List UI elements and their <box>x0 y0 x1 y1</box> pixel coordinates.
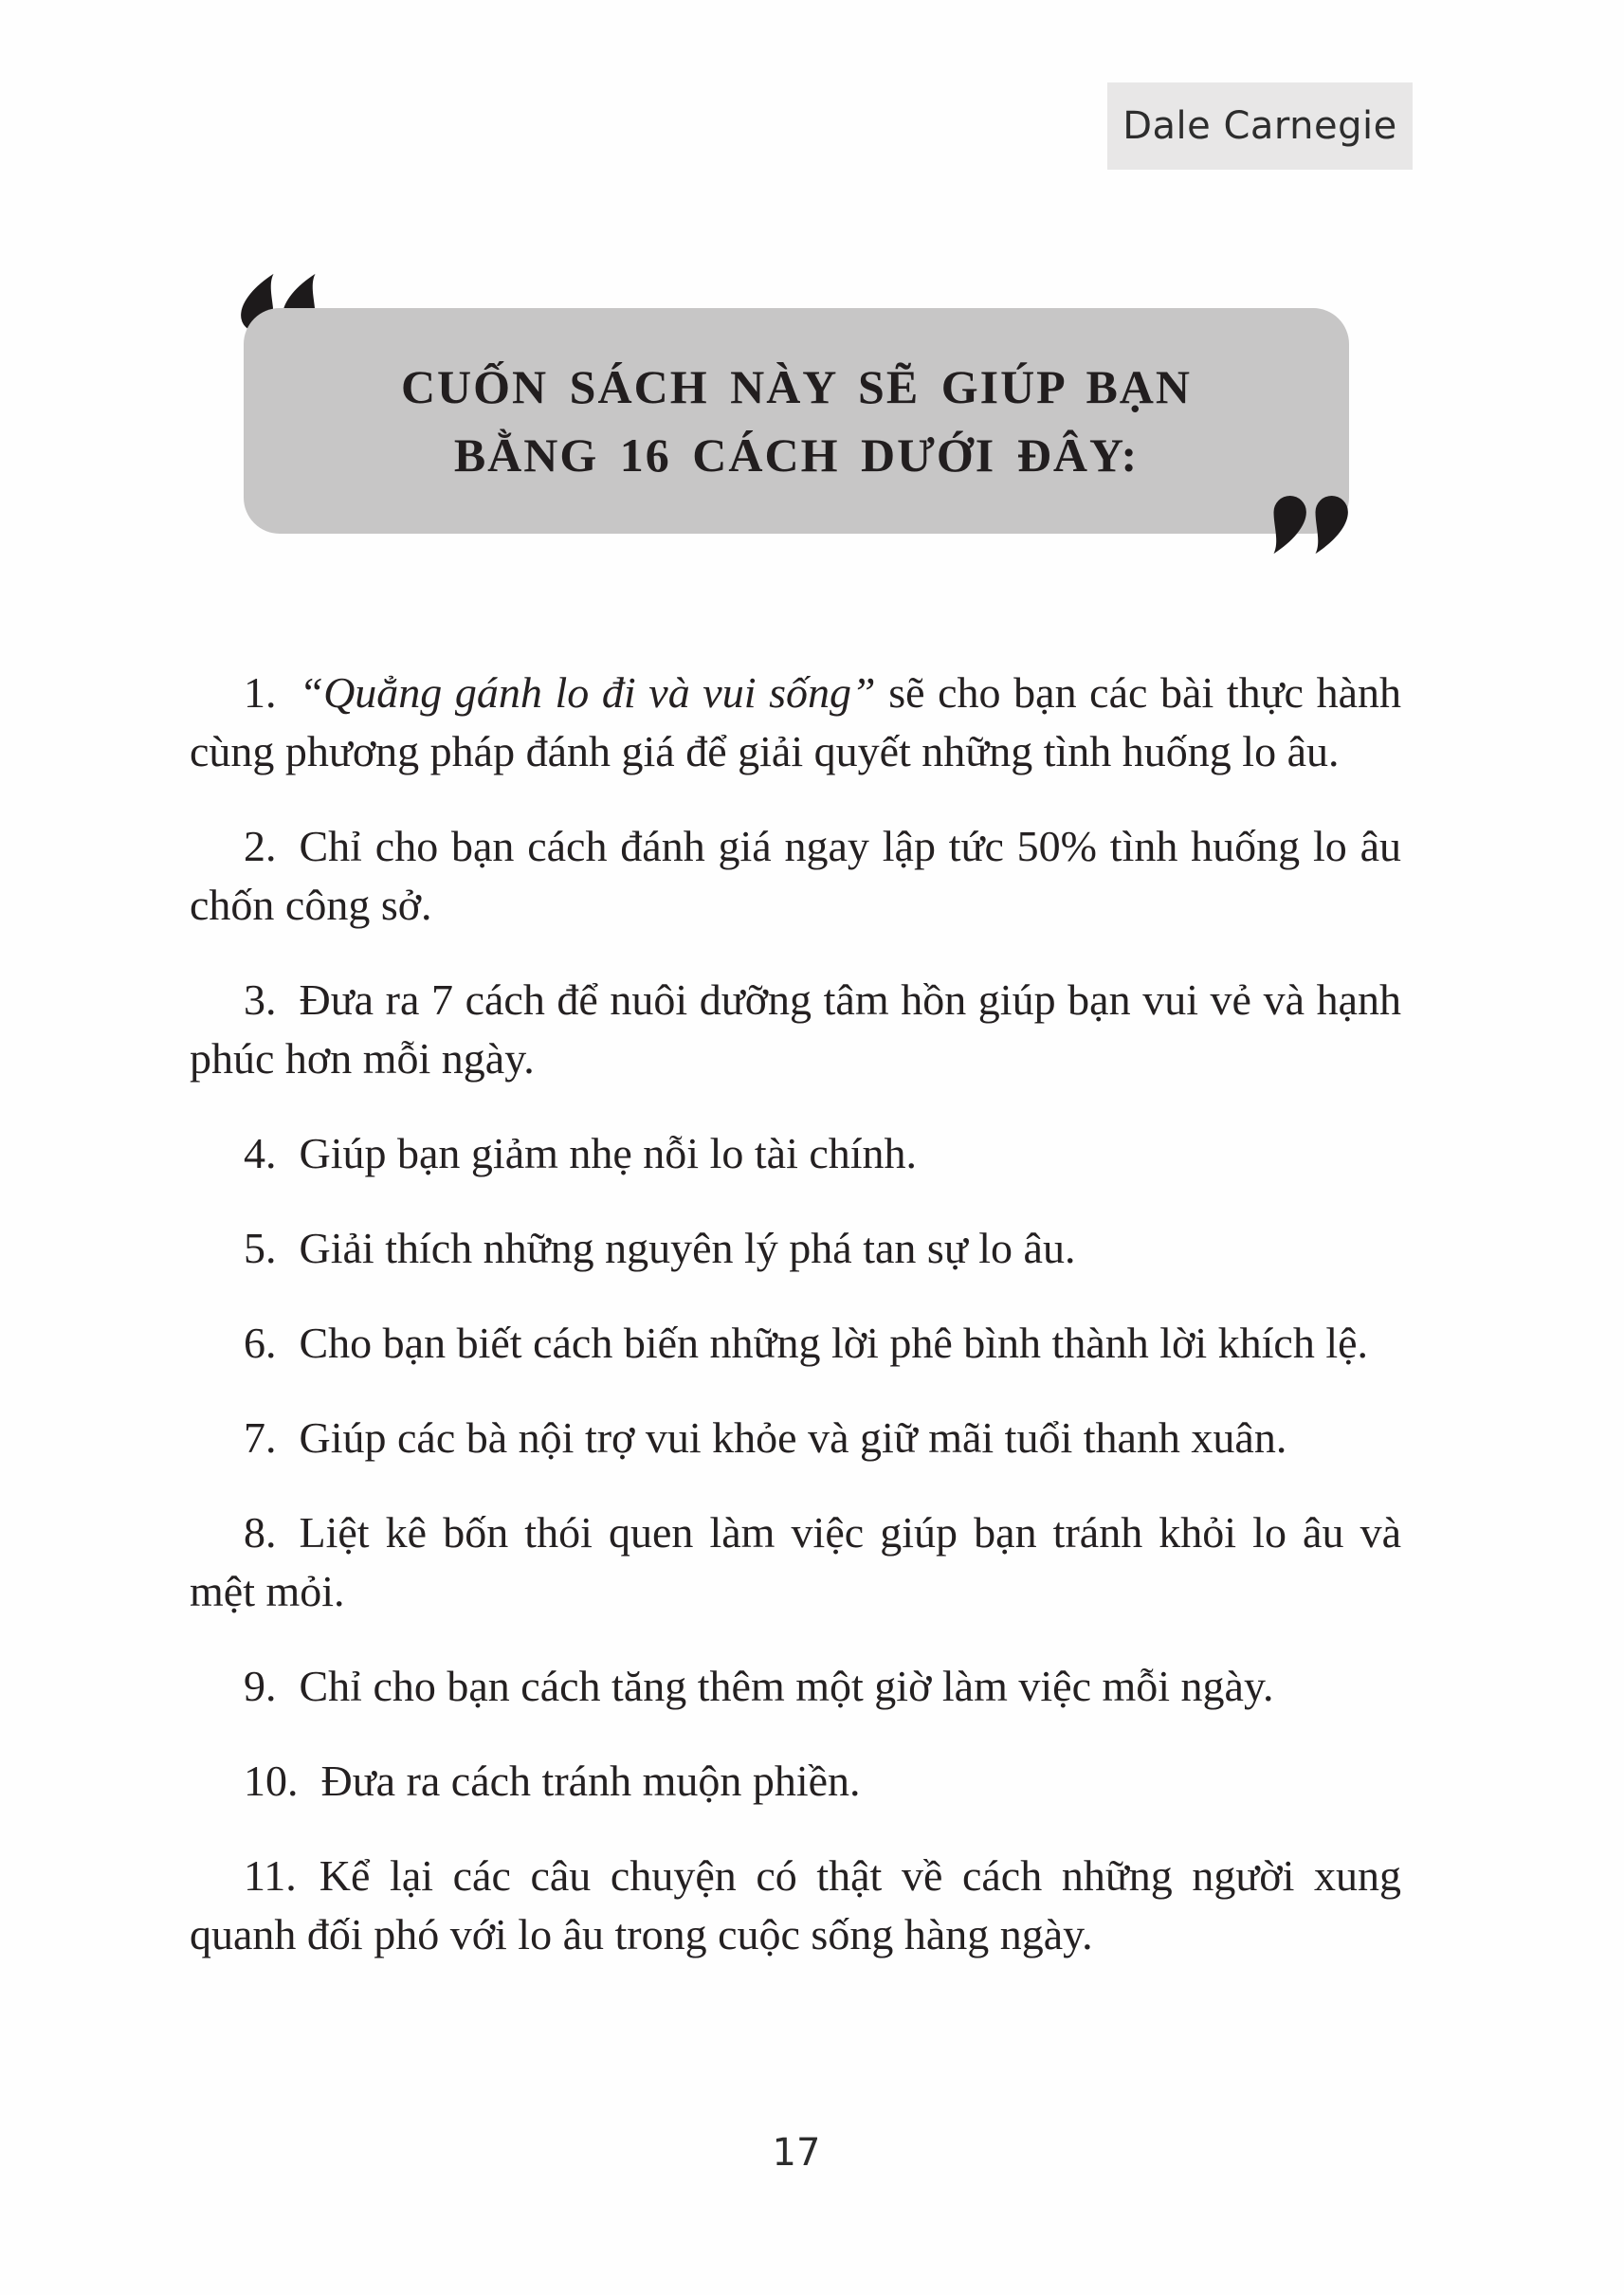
item-number: 5. <box>244 1224 277 1272</box>
item-number: 6. <box>244 1319 277 1367</box>
item-number: 11. <box>244 1851 297 1900</box>
page-number: 17 <box>772 2131 821 2175</box>
item-text: Chỉ cho bạn cách tăng thêm một giờ làm việc mỗi ngày. <box>299 1662 1274 1710</box>
item-text: sẽ cho bạn các bài thực hành cùng phương pháp đánh giá để giải quyết những tình huống lo âu. <box>190 668 1401 775</box>
author-label: Dale Carnegie <box>1122 104 1397 148</box>
item-number: 8. <box>244 1508 277 1557</box>
list-item <box>190 1219 1401 1278</box>
list-item <box>190 817 1401 935</box>
quote-title-line2: BẰNG 16 CÁCH DƯỚI ĐÂY: <box>453 428 1140 482</box>
benefit-list <box>190 664 1401 2000</box>
item-number: 9. <box>244 1662 277 1710</box>
quote-title-line1: CUỐN SÁCH NÀY SẼ GIÚP BẠN <box>400 360 1193 413</box>
item-text: Giúp bạn giảm nhẹ nỗi lo tài chính. <box>299 1129 918 1177</box>
list-item <box>190 1847 1401 1964</box>
item-text: Đưa ra cách tránh muộn phiền. <box>320 1757 861 1805</box>
item-text: Giúp các bà nội trợ vui khỏe và giữ mãi tuổi thanh xuân. <box>299 1413 1287 1462</box>
quote-box <box>244 308 1349 534</box>
item-text: Cho bạn biết cách biến những lời phê bình thành lời khích lệ. <box>299 1319 1369 1367</box>
item-number: 10. <box>244 1757 299 1805</box>
list-item <box>190 971 1401 1088</box>
item-text: Đưa ra 7 cách để nuôi dưỡng tâm hồn giúp bạn vui vẻ và hạnh phúc hơn mỗi ngày. <box>190 975 1401 1083</box>
item-italic-lead: “Quẳng gánh lo đi và vui sống” <box>299 668 876 717</box>
item-text: Giải thích những nguyên lý phá tan sự lo âu. <box>299 1224 1076 1272</box>
close-quote-icon <box>1268 491 1352 556</box>
list-item <box>190 1314 1401 1373</box>
list-item <box>190 1657 1401 1716</box>
item-number: 4. <box>244 1129 277 1177</box>
list-item <box>190 664 1401 781</box>
item-text: Kể lại các câu chuyện có thật về cách những người xung quanh đối phó với lo âu trong cuộc sống hàng ngày. <box>190 1851 1401 1958</box>
list-item <box>190 1409 1401 1467</box>
item-number: 7. <box>244 1413 277 1462</box>
item-number: 2. <box>244 822 277 870</box>
item-text: Liệt kê bốn thói quen làm việc giúp bạn tránh khỏi lo âu và mệt mỏi. <box>190 1508 1401 1615</box>
author-label-box <box>1107 82 1413 170</box>
list-item <box>190 1503 1401 1621</box>
item-number: 3. <box>244 975 277 1024</box>
list-item <box>190 1124 1401 1183</box>
list-item <box>190 1752 1401 1811</box>
item-text: Chỉ cho bạn cách đánh giá ngay lập tức 50% tình huống lo âu chốn công sở. <box>190 822 1401 929</box>
item-number: 1. <box>244 668 277 717</box>
